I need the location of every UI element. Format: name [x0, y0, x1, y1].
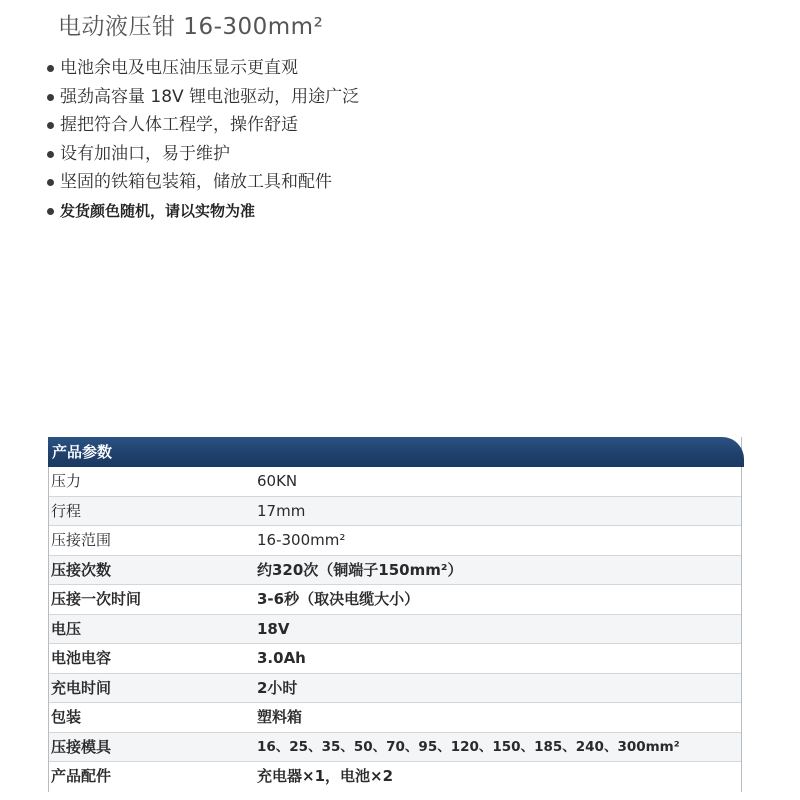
- spec-row: [49, 674, 741, 704]
- spec-row: [49, 467, 741, 497]
- spec-table-body: [49, 467, 741, 792]
- spec-value: 16、25、35、50、70、95、120、150、185、240、300mm²: [257, 738, 680, 755]
- bullet-icon: [47, 94, 54, 101]
- feature-item: [46, 111, 359, 140]
- spec-value: 塑料箱: [257, 708, 303, 726]
- feature-text: 握把符合人体工程学，操作舒适: [60, 115, 298, 135]
- spec-value: 3.0Ah: [257, 649, 306, 667]
- product-title: 电动液压钳 16-300mm²: [58, 14, 324, 40]
- bullet-icon: [47, 151, 54, 158]
- feature-text: 发货颜色随机，请以实物为准: [60, 201, 256, 220]
- bullet-icon: [47, 65, 54, 72]
- spec-row: [49, 703, 741, 733]
- spec-label: 压接模具: [51, 737, 112, 756]
- bullet-icon: [47, 179, 54, 186]
- spec-label: 压力: [51, 472, 82, 490]
- bullet-icon: [47, 208, 54, 215]
- feature-text: 强劲高容量 18V 锂电池驱动，用途广泛: [60, 86, 360, 107]
- feature-item: [46, 54, 359, 83]
- spec-value: 2小时: [257, 678, 298, 697]
- spec-row: [49, 733, 741, 763]
- spec-table-header: [48, 437, 744, 467]
- spec-label: 电压: [51, 619, 82, 638]
- spec-value: 3-6秒（取决电缆大小）: [257, 590, 420, 608]
- spec-value: 充电器×1，电池×2: [257, 767, 394, 785]
- feature-list: [46, 54, 359, 225]
- feature-text: 坚固的铁箱包装箱，储放工具和配件: [60, 172, 332, 192]
- spec-row: [49, 762, 741, 792]
- spec-label: 压接范围: [51, 531, 112, 549]
- feature-item: [46, 168, 359, 197]
- spec-label: 产品配件: [51, 767, 112, 785]
- spec-row: [49, 644, 741, 674]
- spec-table: [48, 437, 742, 792]
- spec-value: 16-300mm²: [257, 531, 346, 549]
- spec-row: [49, 497, 741, 527]
- spec-value: 60KN: [257, 472, 298, 490]
- feature-item: [46, 83, 359, 112]
- spec-label: 电池电容: [51, 649, 112, 667]
- spec-row: [49, 556, 741, 586]
- spec-value: 18V: [257, 619, 290, 638]
- feature-text: 设有加油口，易于维护: [60, 143, 230, 164]
- spec-row: [49, 585, 741, 615]
- feature-item: [46, 197, 359, 226]
- spec-label: 行程: [51, 501, 82, 520]
- spec-label: 压接一次时间: [51, 590, 142, 608]
- spec-value: 约320次（铜端子150mm²）: [257, 560, 463, 579]
- bullet-icon: [47, 122, 54, 129]
- spec-label: 包装: [51, 708, 82, 726]
- spec-label: 充电时间: [51, 678, 112, 697]
- feature-text: 电池余电及电压油压显示更直观: [60, 58, 298, 78]
- spec-row: [49, 615, 741, 645]
- feature-item: [46, 140, 359, 169]
- spec-label: 压接次数: [51, 560, 112, 579]
- spec-table-title: 产品参数: [52, 443, 113, 461]
- spec-row: [49, 526, 741, 556]
- spec-value: 17mm: [257, 501, 306, 520]
